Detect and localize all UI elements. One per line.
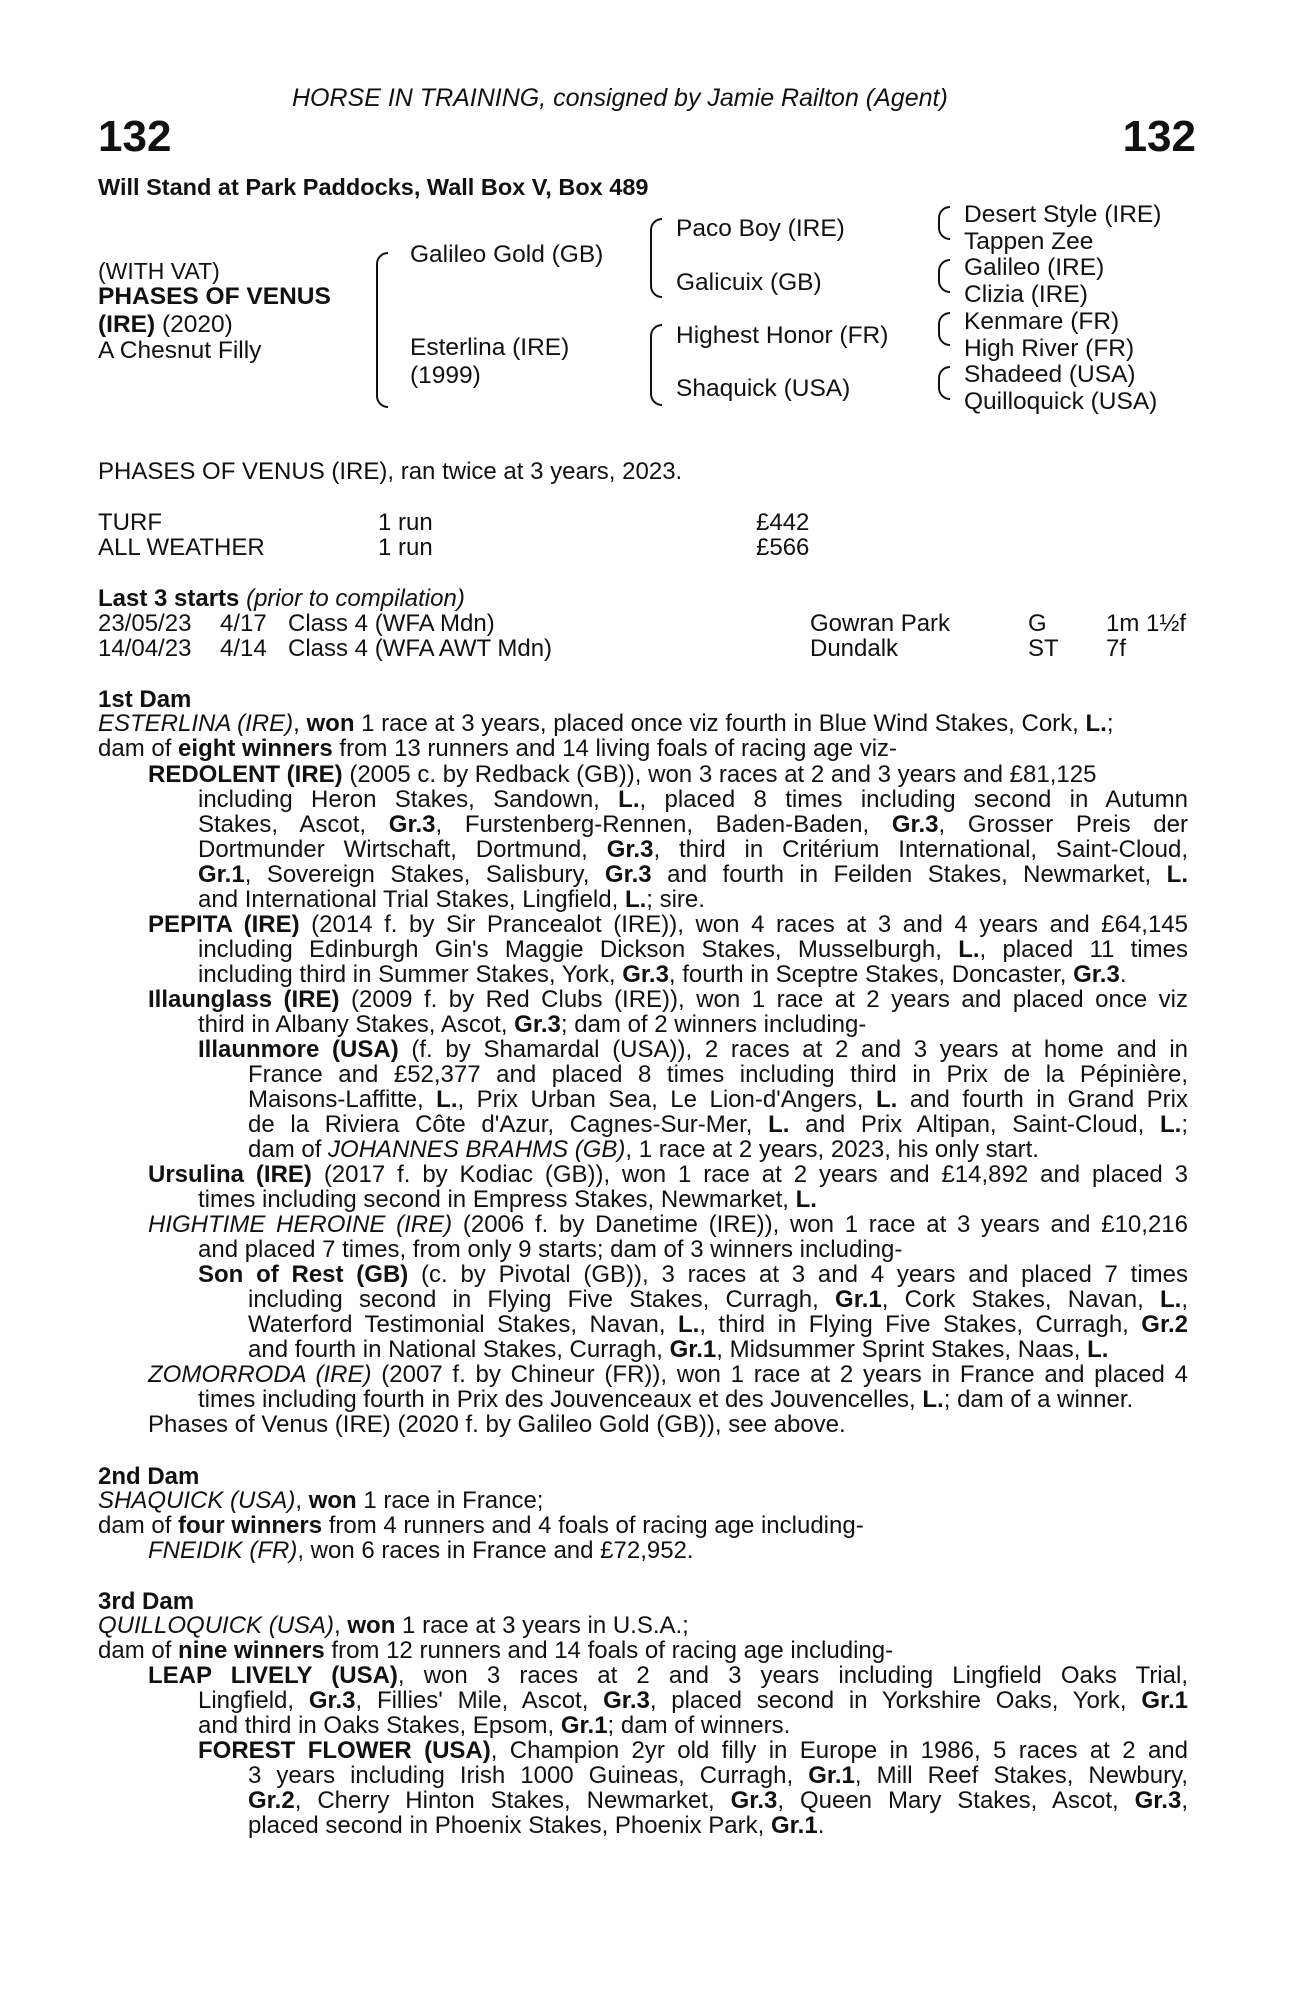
second-dam-progeny: FNEIDIK (FR), won 6 races in France and £72,952. [148,1537,694,1564]
pedigree-sire: Galileo Gold (GB) [410,241,604,268]
second-dam-line: SHAQUICK (USA), won 1 race in France; [98,1487,544,1514]
progeny-zomorroda: ZOMORRODA (IRE) (2007 f. by Chineur (FR)), won 1 race at 2 years in France and placed 4 [148,1361,1188,1388]
vat-status: (WITH VAT) [98,258,220,284]
pedigree-gen3-1: Paco Boy (IRE) [676,215,845,242]
start-date: 23/05/23 [98,610,192,637]
pedigree-gen4-2: Tappen Zee [964,228,1094,255]
pedigree-gen3-3: Highest Honor (FR) [676,322,889,349]
start-going: G [1028,610,1047,637]
lot-number-right: 132 [1122,112,1196,161]
first-dam-heading: 1st Dam [98,686,192,713]
pedigree-dam: Esterlina (IRE) [410,334,570,361]
pedigree-gen4-7: Shadeed (USA) [964,361,1136,388]
pedigree-gen4-1: Desert Style (IRE) [964,201,1162,228]
progeny-hightime-heroine: HIGHTIME HEROINE (IRE) (2006 f. by Danetime (IRE)), won 1 race at 3 years and £10,216 [148,1211,1188,1238]
progeny-pepita: PEPITA (IRE) (2014 f. by Sir Prancealot (IRE)), won 4 races at 3 and 4 years and £64,145 [148,911,1189,938]
start-distance: 7f [1106,635,1127,662]
pedigree-dam-year: (1999) [410,362,481,389]
pedigree-gen3-2: Galicuix (GB) [676,269,822,296]
pedigree-brace-g4-2 [938,259,950,293]
pedigree-gen4-5: Kenmare (FR) [964,308,1120,335]
pedigree-brace-gen2 [376,252,388,408]
start-distance: 1m 1½f [1106,610,1187,637]
start-race: Class 4 (WFA AWT Mdn) [288,635,553,662]
progeny-redolent: REDOLENT (IRE) (2005 c. by Redback (GB)), won 3 races at 2 and 3 years and £81,125 [148,761,1097,788]
record-prize-aw: £566 [756,534,810,561]
pedigree-brace-g4-3 [938,312,950,346]
third-dam-heading: 3rd Dam [98,1588,195,1615]
start-course: Dundalk [810,635,899,662]
progeny-son-of-rest: Son of Rest (GB) (c. by Pivotal (GB)), 3 races at 3 and 4 years and placed 7 times [198,1261,1188,1288]
stand-location: Will Stand at Park Paddocks, Wall Box V, Box 489 [98,174,649,200]
lot-number-left: 132 [98,112,172,161]
record-surface-turf: TURF [98,509,162,536]
catalogue-header: HORSE IN TRAINING, consigned by Jamie Railton (Agent) [292,84,948,112]
pedigree-brace-dam [650,324,662,406]
start-race: Class 4 (WFA Mdn) [288,610,495,637]
racing-summary: PHASES OF VENUS (IRE), ran twice at 3 years, 2023. [98,458,683,485]
horse-description: A Chesnut Filly [98,337,262,364]
last-starts-heading: Last 3 starts (prior to compilation) [98,585,465,612]
record-runs-turf: 1 run [378,509,433,536]
third-dam-line: QUILLOQUICK (USA), won 1 race at 3 years in U.S.A.; [98,1612,689,1639]
first-dam-line: ESTERLINA (IRE), won 1 race at 3 years, placed once viz fourth in Blue Wind Stakes, Cork, L.; [98,710,1114,737]
pedigree-gen4-3: Galileo (IRE) [964,254,1105,281]
progeny-ursulina: Ursulina (IRE) (2017 f. by Kodiac (GB)), won 1 race at 2 years and £14,892 and placed 3 [148,1161,1189,1188]
pedigree-gen3-4: Shaquick (USA) [676,375,851,402]
pedigree-gen4-6: High River (FR) [964,335,1135,362]
record-runs-aw: 1 run [378,534,433,561]
start-position: 4/17 [220,610,267,637]
pedigree-brace-sire [650,218,662,298]
progeny-illaunglass: Illaunglass (IRE) (2009 f. by Red Clubs (IRE)), won 1 race at 2 years and placed once viz [148,986,1189,1013]
second-dam-heading: 2nd Dam [98,1463,200,1490]
first-dam-produce-summary: dam of eight winners from 13 runners and 14 living foals of racing age viz- [98,735,898,762]
third-dam-produce-summary: dam of nine winners from 12 runners and 14 foals of racing age including- [98,1637,894,1664]
start-going: ST [1028,635,1059,662]
pedigree-gen4-8: Quilloquick (USA) [964,388,1158,415]
start-date: 14/04/23 [98,635,192,662]
start-position: 4/14 [220,635,267,662]
record-prize-turf: £442 [756,509,810,536]
horse-name: PHASES OF VENUS [98,283,331,310]
start-course: Gowran Park [810,610,951,637]
progeny-forest-flower: FOREST FLOWER (USA), Champion 2yr old filly in Europe in 1986, 5 races at 2 and [198,1737,1188,1764]
horse-origin-year: (IRE) (2020) [98,311,233,338]
progeny-phases-of-venus: Phases of Venus (IRE) (2020 f. by Galileo Gold (GB)), see above. [148,1411,846,1438]
progeny-illaunmore: Illaunmore (USA) (f. by Shamardal (USA)), 2 races at 2 and 3 years at home and in [198,1036,1188,1063]
pedigree-brace-g4-4 [938,366,950,400]
progeny-leap-lively: LEAP LIVELY (USA), won 3 races at 2 and 3 years including Lingfield Oaks Trial, [148,1662,1188,1689]
pedigree-gen4-4: Clizia (IRE) [964,281,1088,308]
second-dam-produce-summary: dam of four winners from 4 runners and 4 foals of racing age including- [98,1512,864,1539]
record-surface-aw: ALL WEATHER [98,534,265,561]
pedigree-brace-g4-1 [938,206,950,240]
